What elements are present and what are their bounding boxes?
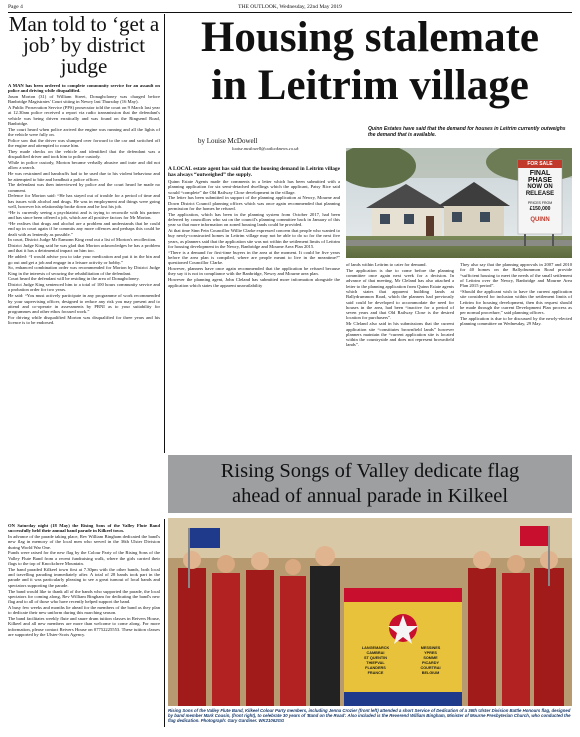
housing-p: of lands within Leitrim to cater for demand.	[346, 262, 427, 267]
page-number: Page 4	[8, 4, 23, 10]
band-scene	[168, 518, 572, 706]
left-story-p: “He realises that drugs and alcohol are a problem and understands that he could end up in court again if he commits any more offences and perhaps this could be dealt with as leniently as possible.”	[8, 220, 160, 237]
flag-honour: FRANCE	[367, 671, 384, 675]
housing-col2	[346, 262, 454, 348]
housing-photo-caption: Quinn Estates have said that the demand for houses in Leitrim currently outweighs the demand that is available.	[368, 126, 566, 138]
left-story-p: District Judge King said he was glad that Morton acknowledges he has a problem and that it has a detrimental impact on him too.	[8, 243, 160, 254]
flag-honour: BELGIUM	[421, 671, 440, 675]
band-body	[8, 523, 160, 638]
flag-honour: LANGEMARCK	[361, 646, 390, 650]
housing-p: “Should the applicant wish to have the current application site considered for inclusion within the settlement limits of Leitrim for housing development, then this request should be made through the current Development Plan process as per normal procedure,” said planning officers.	[460, 288, 572, 316]
housing-p: They also say that the planning approvals in 2007 and 2010 for 40 homes on the Ballydrummon Road provide “sufficient housing to meet the needs of the small settlement of Leitrim over the Newry, Banbridge and Mourne Area Plan 2015 period”.	[460, 262, 572, 289]
housing-p: The application, which has been in the planning system from October 2017, had been deferred by councillors who sat on the council's planning committee back in January of this year so that more information on zoned housing lands could be provided.	[168, 211, 340, 228]
band-p: In advance of the parade taking place, Rev William Bingham dedicated the band's new flag in memory of the local men who served in the 36th Ulster Division during World War One.	[8, 534, 160, 550]
band-p: The band paraded Kilkeel town first at 7.30pm with the other bands, both local and travelling parading immediately after. A total of 28 bands took part in the parade and it was particularly pleasing to see a great turnout of local bands and spectators supporting the parade.	[8, 566, 160, 588]
housing-p: The application is due to be discussed by the newly-elected planning committee on Wednesday, 29 May.	[460, 315, 572, 327]
housing-p: However the planning agent, John Cleland has submitted more information alongside the application which states the apparent unavailability	[168, 277, 340, 288]
left-story-lead: A MAN has been ordered to complete community service for an assault on police and driving while disqualified.	[8, 83, 160, 94]
flag-honour: PICARDY	[421, 661, 440, 665]
housing-byline: by Louise McDowell	[198, 137, 258, 145]
band-p: Funds were raised for the new flag by the Colour Party of the Rising Sons of the Valley Flute Band from a recent fundraising walk, where the girls carried their flags to the top of Knockchree Mountain.	[8, 550, 160, 567]
flag-honours-list	[350, 646, 456, 675]
housing-lead: A LOCAL estate agent has said that the housing demand in Leitrim village has always “outweighed” the supply.	[168, 166, 340, 179]
left-story-p: He added: “I would advise you to take your medication and put it in the bin and go out and get a job and engage in a leisure activity or hobby.”	[8, 254, 160, 265]
sign-line1: FINAL	[529, 170, 551, 177]
band-p: The band would like to thank all of the bands who supported the parade, the local spectators for coming along, Rev William Bingham for dedicating the band's new flag and to all of those who have recently helped support the band.	[8, 588, 160, 605]
left-story-p: “He is currently seeing a psychiatrist and is trying to reconcile with his partner and has since been offered a job, which are all positive factors for Mr Morton.	[8, 209, 160, 221]
publication-line: THE OUTLOOK, Wednesday, 22nd May 2019	[238, 4, 342, 10]
sign-line4: RELEASE	[525, 191, 555, 197]
column-divider-lower	[164, 519, 165, 727]
left-story-p: So, enhanced combination order was recommended for Morton by District Judge King in the interests of securing the rehabilitation of the defendant.	[8, 265, 160, 276]
band-p: A busy few weeks and months lie ahead for the members of the band as they plan to dedicate their new uniform during this marching season.	[8, 604, 160, 616]
left-story-p: He was restrained and handcuffs had to be used due to his violent behaviour and he attempted to bite and headbutt a police officer.	[8, 171, 160, 182]
housing-p: “There is a demand for first-time buyers in the area at the moment. It could be five years before the area plan is compiled, where are people meant to live in the meantime?” questioned Councillor Clarke.	[168, 249, 340, 266]
housing-p: However, planners have once again recommended that the application be refused because they say it is not in compliance with the Banbridge, Newry and Mourne area plan.	[168, 266, 340, 277]
left-story-body	[8, 83, 160, 326]
left-story-p: District Judge King sentenced him to a total of 100 hours community service and a probation order for two years.	[8, 282, 160, 293]
flag-honour: SOMME	[423, 656, 438, 660]
flag-honour: MESSINES	[420, 646, 441, 650]
flag-honour: ST QUENTIN	[364, 656, 387, 660]
flag-honour: CAMBRAI	[366, 651, 385, 655]
sign-line2: PHASE	[527, 177, 553, 184]
left-story-p: While in police custody, Morton became verbally abusive and irate and did not allow a search.	[8, 160, 160, 171]
left-story-p: He said: “You must actively participate in any programme of work recommended by your supervising officer, designed to reduce any risk you may present and to attend and co-operate in assessments by PBNI as to your suitability for programmes and other ethos focused work.”	[8, 293, 160, 315]
band-photo-caption: Rising Sons of the Valley Flute Band, Kilkeel Colour Party members, including Jenna Crozier (front left) attended a short Service of Dedication of a 36th Ulster Division Battle Honours flag, designed by band member Mark Cousin, (front right), to celebrate 30 years of 'Band on the Road'. Also included is the Reverend William Bingham, Minister of Mourne Presbyterian Church, who conducted the flag dedication. Photograph: Gary Gardiner. WK21062GG	[168, 708, 571, 723]
left-story-p: Court heard the defendant will be residing in the area of Donaghcloney.	[8, 276, 140, 282]
sign-agent: QUINN	[530, 217, 550, 223]
left-story	[8, 14, 160, 326]
housing-p: The application is due to come before the planning committee once again next week for a decision. In advance of that meeting, Mr Cleland has also attached a letter to the planning application from Quinn Estate agents which states that apparent building lands at Ballydrummon Road, which the planners had previously said could be developed to accommodate the need for houses in the area, had been “inactive for a period of seven years and that Old Railway Close is the desired location for purchasers”.	[346, 267, 454, 321]
left-story-p: For driving while disqualified Morton was disqualified for three years and his licence is to be endorsed.	[8, 314, 160, 326]
housing-headline-line1: Housing stalemate	[200, 14, 540, 61]
flag-honour: FLANDERS	[365, 666, 386, 670]
flag-honour: YPRES	[424, 651, 437, 655]
left-story-p: They made checks on the vehicle and identified that the defendant was a disqualified driver and took him to police custody.	[8, 149, 160, 160]
left-story-p: In court, District Judge Mr Eamonn King read out a list of Morton's recollection.	[8, 237, 157, 243]
band-lead: ON Saturday night (18 May) the Rising Sons of the Valley Flute Band successfully held their annual band parade in Kilkeel town.	[8, 523, 160, 534]
housing-email: louise.mcdowell@outlooknews.co.uk	[232, 146, 299, 151]
left-story-p: A Public Prosecution Service (PPS) prosecutor told the court on 9 March last year at 12.30am police received a report via radio transmission that the defendant's vehicle was being driven erratically and was found on the Ringsend Road, Banbridge.	[8, 105, 160, 127]
housing-p: At that time Sinn Fein Councillor Willie Clarke expressed concern that people who wanted to buy newly-constructed homes in Leitrim village may not be able to do so for the next five years, as planners said that the application site was not within the settlement limits of Leitrim for housing development in the Newry, Banbridge and Mourne Area Plan 2015.	[168, 228, 340, 249]
left-story-p: Police saw that the driver was slumped over forward to the car and switched off the engine and attempted to rouse him.	[8, 137, 160, 149]
housing-headline-line2: in Leitrim village	[211, 62, 529, 109]
band-photo	[168, 518, 572, 706]
sign-line3: NOW ON	[527, 184, 553, 190]
band-headline-box	[168, 455, 572, 513]
band-headline-line2: ahead of annual parade in Kilkeel	[231, 485, 509, 507]
sign-for-sale: FOR SALE	[527, 161, 553, 167]
column-divider	[164, 14, 165, 453]
flag-honour: THIEPVAL	[366, 661, 385, 665]
left-story-p: The defendant was then interviewed by police and the court heard he made no comment.	[8, 182, 160, 193]
housing-col3	[460, 262, 572, 327]
left-story-p: The court heard when police arrived the engine was running and all the lights of the vehicle were fully on.	[8, 126, 160, 138]
flag-honour: COURTRAI	[420, 666, 441, 670]
sign-line5: PRICES FROM	[527, 201, 553, 205]
housing-p: Quinn Estate Agents made the comments in a letter which has been submitted with a planning application for six semi-detached dwellings which the applicant, Patsy Rice said would “complete” the Old Railway Close development in the village.	[168, 178, 340, 195]
band-headline-line1: Rising Songs of Valley dedicate flag	[220, 460, 520, 482]
housing-headline-box	[168, 14, 572, 124]
housing-col1	[168, 166, 340, 288]
housing-photo	[346, 148, 572, 258]
housing-p: The letter has been submitted in support of the planning application at Newry, Mourne and Down District Council planning offices which was once again recommended that planning permission for the homes be refused.	[168, 195, 340, 211]
sign-line6: £150,000	[529, 206, 551, 212]
left-story-p: Jason Morton (31) of William Street, Donaghcloney was charged before Banbridge Magistrates' Court sitting in Newry last Thursday (16 May).	[8, 94, 160, 105]
left-story-p: Defence for Morton said: “He has stayed out of trouble for a period of time and has issues with alcohol and drugs. He was in employment and things were going well, however his relationship broke down and he lost his job.	[8, 193, 160, 210]
sale-sign	[518, 160, 562, 234]
housing-p: Mr Cleland also said in his submissions that the current application site “constitutes brownfield lands” however planners maintain the “current application site is located within the countryside and does not represent brownfield lands”.	[346, 321, 454, 348]
left-story-headline: Man told to ‘get a job’ by district judge	[8, 12, 160, 78]
band-p: The band facilitates weekly flute and snare drum tuition classes in Reivers House, Kilkeel and all new members are more than welcome to come along. For more information, please contact Reivers House on 07752225553. These tuition classes are supported by the Ulster-Scots Agency.	[8, 616, 160, 637]
